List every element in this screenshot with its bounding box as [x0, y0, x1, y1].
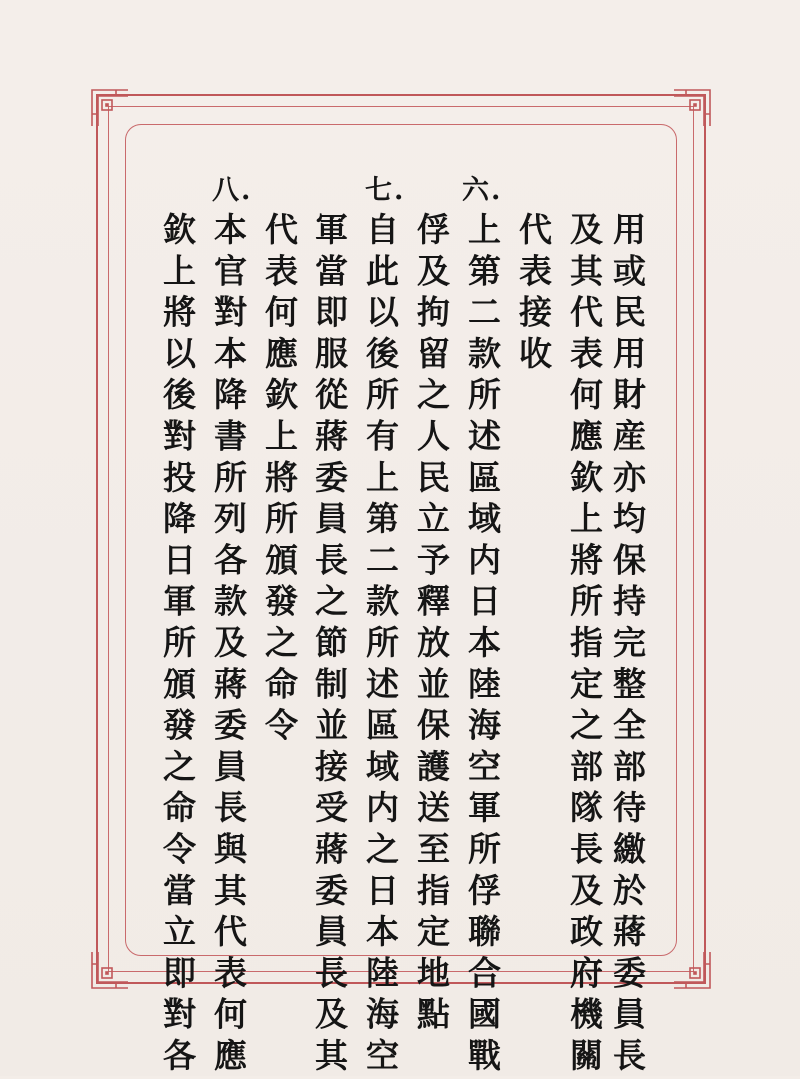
text-column-8: 代表何應欽上將所頒發之命令	[260, 212, 299, 749]
text-column-9: 本官對本降書所列各款及蔣委員長與其代表何應	[209, 212, 248, 1079]
corner-ornament-icon	[90, 88, 130, 128]
corner-ornament-icon	[90, 950, 130, 990]
text-column-4: 上第二款所述區域内日本陸海空軍所俘聯合國戰	[463, 212, 502, 1079]
text-column-5: 俘及拘留之人民立予釋放並保護送至指定地點	[412, 212, 451, 1038]
text-column-6: 自此以後所有上第二款所述區域内之日本陸海空	[361, 212, 400, 1079]
text-column-10: 欽上將以後對投降日軍所頒發之命令當立即對各	[158, 212, 197, 1079]
text-column-2: 及其代表何應欽上將所指定之部隊長及政府機關	[565, 212, 604, 1079]
text-column-7: 軍當即服從蔣委員長之節制並接受蔣委員長及其	[310, 212, 349, 1079]
text-column-1: 用或民用財産亦均保持完整全部待繳於蔣委員長	[608, 212, 647, 1079]
item-number-eight: 八.	[212, 175, 253, 206]
item-number-six: 六.	[462, 175, 503, 206]
text-column-3: 代表接收	[514, 212, 553, 378]
corner-ornament-icon	[672, 950, 712, 990]
item-number-seven: 七.	[365, 175, 406, 206]
corner-ornament-icon	[672, 88, 712, 128]
